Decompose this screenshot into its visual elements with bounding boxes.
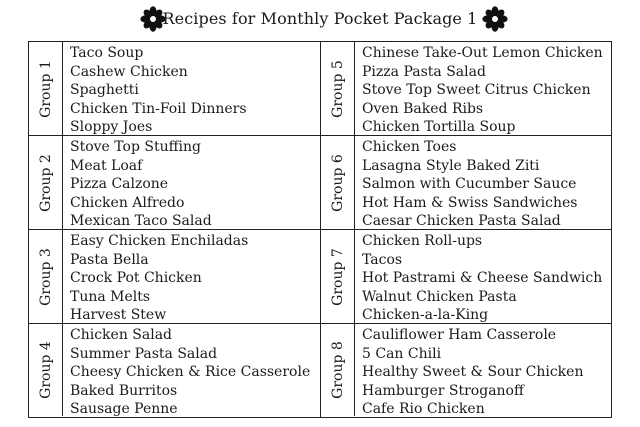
recipe-item: Easy Chicken Enchiladas <box>70 233 249 249</box>
flower-icon <box>482 6 508 32</box>
recipe-item: Crock Pot Chicken <box>70 270 202 287</box>
recipe-item: Hamburger Stroganoff <box>362 382 524 399</box>
group-label: Group 2 <box>37 153 54 212</box>
recipe-item: Lasagna Style Baked Ziti <box>362 157 540 174</box>
group-cell <box>321 136 611 229</box>
recipe-item: Chicken Roll-ups <box>362 233 483 249</box>
group-cell <box>321 324 611 416</box>
group-cell <box>29 230 320 323</box>
recipe-item: Cafe Rio Chicken <box>362 401 485 418</box>
recipe-item: Stove Top Stuffing <box>70 139 202 155</box>
recipe-item: Caesar Chicken Pasta Salad <box>362 213 561 230</box>
recipe-item: 5 Can Chili <box>362 345 442 362</box>
group-label-column <box>29 230 63 323</box>
recipe-item: Tacos <box>362 251 403 268</box>
group-cell <box>321 230 611 323</box>
recipe-item: Sloppy Joes <box>70 119 153 136</box>
group-cell <box>29 136 320 229</box>
recipe-item: Pizza Pasta Salad <box>362 63 486 80</box>
recipe-item: Hot Ham & Swiss Sandwiches <box>362 194 578 211</box>
recipe-item: Chinese Take-Out Lemon Chicken <box>362 45 603 61</box>
recipe-table <box>28 41 612 418</box>
recipe-list <box>70 326 316 419</box>
recipe-item: Oven Baked Ribs <box>362 100 484 117</box>
recipe-item: Harvest Stew <box>70 307 167 324</box>
recipe-item: Sausage Penne <box>70 401 178 418</box>
group-cell <box>321 42 611 135</box>
group-cell <box>29 42 320 135</box>
recipe-item: Baked Burritos <box>70 382 178 399</box>
group-label-column <box>29 136 63 229</box>
recipe-item: Summer Pasta Salad <box>70 345 218 362</box>
recipe-list <box>70 138 316 231</box>
group-label: Group 4 <box>37 341 54 399</box>
group-label-column <box>29 324 63 416</box>
recipe-list <box>362 138 607 231</box>
group-cell <box>29 324 320 416</box>
group-label: Group 1 <box>37 59 54 118</box>
group-label: Group 8 <box>329 341 346 399</box>
recipe-item: Cashew Chicken <box>70 63 188 80</box>
recipe-item: Chicken Tin-Foil Dinners <box>70 100 247 117</box>
recipe-item: Tuna Melts <box>70 288 151 305</box>
recipe-item: Walnut Chicken Pasta <box>362 288 517 305</box>
page-title: Recipes for Monthly Pocket Package 1 <box>162 9 478 28</box>
group-label: Group 6 <box>329 153 346 212</box>
recipe-item: Healthy Sweet & Sour Chicken <box>362 364 584 381</box>
recipe-item: Hot Pastrami & Cheese Sandwich <box>362 270 603 287</box>
group-label: Group 7 <box>329 247 346 306</box>
recipe-item: Chicken Tortilla Soup <box>362 119 516 136</box>
recipe-item: Chicken Alfredo <box>70 194 185 211</box>
recipe-item: Meat Loaf <box>70 157 143 174</box>
recipe-item: Taco Soup <box>70 45 144 61</box>
group-label: Group 5 <box>329 59 346 118</box>
recipe-item: Pasta Bella <box>70 251 149 268</box>
recipe-list <box>70 232 316 325</box>
page-header <box>0 0 640 40</box>
group-label-column <box>321 324 355 416</box>
recipe-item: Chicken-a-la-King <box>362 307 489 324</box>
recipe-item: Mexican Taco Salad <box>70 213 212 230</box>
recipe-list <box>362 44 607 137</box>
group-label-column <box>29 42 63 135</box>
recipe-item: Chicken Salad <box>70 327 173 343</box>
recipe-item: Pizza Calzone <box>70 176 169 193</box>
recipe-item: Salmon with Cucumber Sauce <box>362 176 577 193</box>
recipe-list <box>362 326 607 419</box>
recipe-item: Stove Top Sweet Citrus Chicken <box>362 82 591 99</box>
group-label-column <box>321 136 355 229</box>
group-label: Group 3 <box>37 247 54 306</box>
recipe-item: Spaghetti <box>70 82 139 99</box>
recipe-item: Chicken Toes <box>362 139 457 155</box>
group-label-column <box>321 42 355 135</box>
recipe-list <box>70 44 316 137</box>
recipe-item: Cheesy Chicken & Rice Casserole <box>70 364 311 381</box>
recipe-item: Cauliflower Ham Casserole <box>362 327 557 343</box>
recipe-list <box>362 232 607 325</box>
group-label-column <box>321 230 355 323</box>
